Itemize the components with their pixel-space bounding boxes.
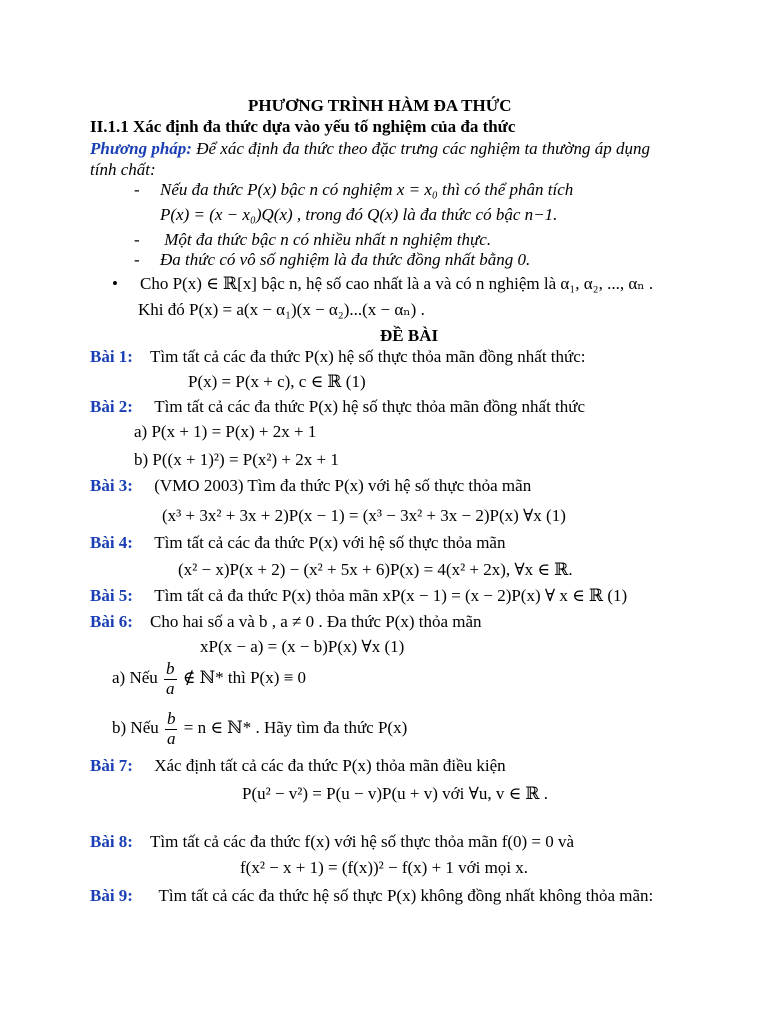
fraction: $\frac{b}{a}$ [166, 709, 176, 748]
problem-label: Bài 4: [90, 533, 133, 552]
problem-6-part-a: a) Nếu $\frac{b}{a}$ ∉ ℕ* thì P(x) ≡ 0 [112, 659, 306, 698]
problem-1: Bài 1: Tìm tất cả các đa thức P(x) hệ số thực thỏa mãn đồng nhất thức: [90, 347, 586, 366]
fraction: $\frac{b}{a}$ [166, 659, 175, 698]
problem-4-equation: (x² − x)P(x + 2) − (x² + 5x + 6)P(x) = 4(x² + 2x), ∀x ∈ ℝ. [178, 560, 573, 579]
problem-label: Bài 3: [90, 476, 133, 495]
problem-9: Bài 9: Tìm tất cả các đa thức hệ số thực P(x) không đồng nhất không thỏa mãn: [90, 886, 654, 905]
problem-7: Bài 7: Xác định tất cả các đa thức P(x) thỏa mãn điều kiện [90, 756, 506, 775]
property-1: - Nếu đa thức P(x) bậc n có nghiệm x = x₀ thì có thể phân tích [134, 180, 574, 199]
problem-2-part-b: b) P((x + 1)²) = P(x²) + 2x + 1 [134, 450, 339, 469]
bullet-icon: • [112, 274, 118, 293]
property-2: - Một đa thức bậc n có nhiều nhất n nghiệm thực. [134, 230, 492, 249]
problem-label: Bài 1: [90, 347, 133, 366]
problem-label: Bài 9: [90, 886, 133, 905]
property-3: - Đa thức có vô số nghiệm là đa thức đồng nhất bằng 0. [134, 250, 531, 269]
bullet-line-2: Khi đó P(x) = a(x − α₁)(x − α₂)...(x − αₙ) . [138, 300, 425, 319]
property-1-cont: P(x) = (x − x₀)Q(x) , trong đó Q(x) là đa thức có bậc n−1. [160, 205, 558, 224]
problem-2-part-a: a) P(x + 1) = P(x) + 2x + 1 [134, 422, 317, 441]
problem-8: Bài 8: Tìm tất cả các đa thức f(x) với hệ số thực thỏa mãn f(0) = 0 và [90, 832, 575, 851]
problem-label: Bài 5: [90, 586, 133, 605]
problem-label: Bài 2: [90, 397, 133, 416]
problem-label: Bài 8: [90, 832, 133, 851]
problem-5: Bài 5: Tìm tất cả đa thức P(x) thỏa mãn xP(x − 1) = (x − 2)P(x) ∀ x ∈ ℝ (1) [90, 586, 628, 605]
problem-6-part-b: b) Nếu $\frac{b}{a}$ = n ∈ ℕ* . Hãy tìm đa thức P(x) [112, 709, 408, 748]
problem-2: Bài 2: Tìm tất cả các đa thức P(x) hệ số thực thỏa mãn đồng nhất thức [90, 397, 586, 416]
page-title: PHƯƠNG TRÌNH HÀM ĐA THỨC [248, 96, 512, 115]
problem-3: Bài 3: (VMO 2003) Tìm đa thức P(x) với hệ số thực thỏa mãn [90, 476, 532, 495]
problem-3-equation: (x³ + 3x² + 3x + 2)P(x − 1) = (x³ − 3x² + 3x − 2)P(x) ∀x (1) [162, 506, 566, 525]
problem-1-equation: P(x) = P(x + c), c ∈ ℝ (1) [188, 372, 366, 391]
problem-6-equation: xP(x − a) = (x − b)P(x) ∀x (1) [200, 637, 405, 656]
section-heading: II.1.1 Xác định đa thức dựa vào yếu tố nghiệm của đa thức [90, 117, 516, 136]
method-line-2: tính chất: [90, 160, 156, 179]
problem-8-equation: f(x² − x + 1) = (f(x))² − f(x) + 1 với mọi x. [240, 858, 529, 877]
method-label: Phương pháp: [90, 139, 192, 158]
problem-label: Bài 6: [90, 612, 133, 631]
problem-7-equation: P(u² − v²) = P(u − v)P(u + v) với ∀u, v ∈ ℝ . [242, 784, 549, 803]
problem-4: Bài 4: Tìm tất cả các đa thức P(x) với hệ số thực thỏa mãn [90, 533, 506, 552]
problem-6: Bài 6: Cho hai số a và b , a ≠ 0 . Đa thức P(x) thỏa mãn [90, 612, 482, 631]
bullet-line-1: • Cho P(x) ∈ ℝ[x] bậc n, hệ số cao nhất là a và có n nghiệm là α₁, α₂, ..., αₙ . [112, 274, 654, 293]
problem-label: Bài 7: [90, 756, 133, 775]
method-line-1 [90, 139, 650, 159]
method-text: Để xác định đa thức theo đặc trưng các nghiệm ta thường áp dụng [191, 139, 650, 158]
problems-heading: ĐỀ BÀI [380, 326, 439, 345]
